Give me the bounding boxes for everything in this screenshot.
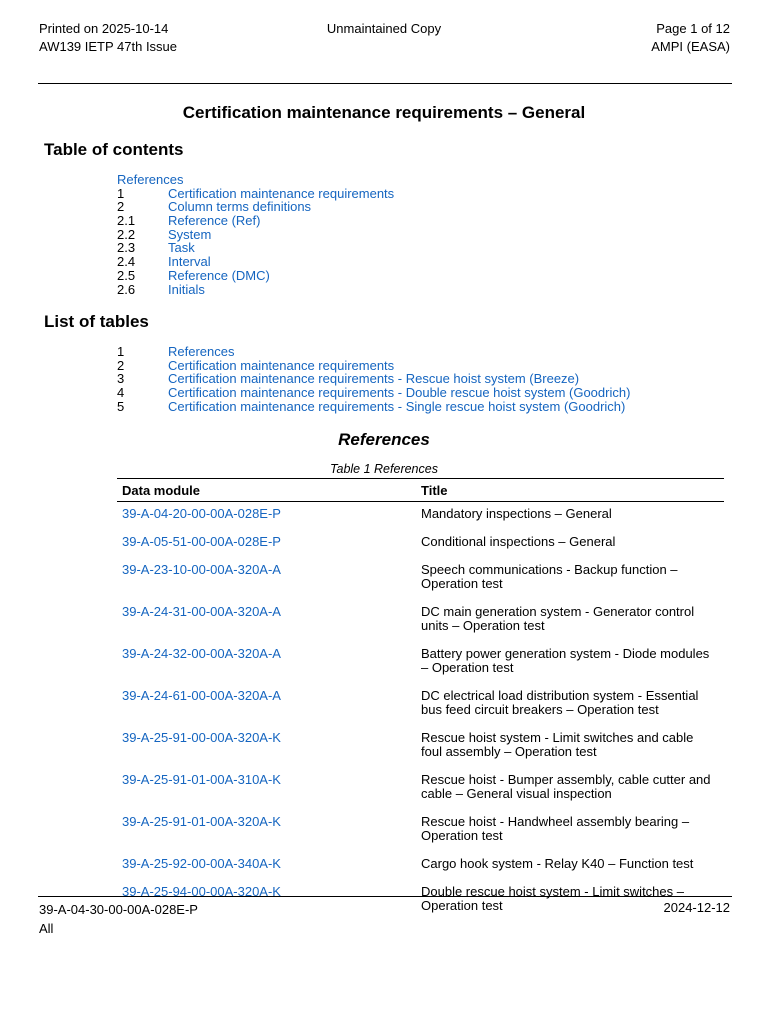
toc-link[interactable]: Certification maintenance requirements [168,185,395,201]
table-row [117,880,724,922]
column-header-data-module: Data module [122,482,201,498]
references-heading: References [338,430,430,449]
toc-link[interactable]: Column terms definitions [168,199,312,215]
row-title: Battery power generation system - Diode modules [421,646,710,661]
table-row [117,502,724,530]
row-title: DC electrical load distribution system - Essential [421,688,699,703]
toc-item-number: 2.4 [117,254,136,270]
row-title: Rescue hoist - Bumper assembly, cable cutter and [421,772,711,787]
row-title: Speech communications - Backup function – [421,562,678,577]
lot-item [117,386,630,400]
lot-item [117,400,630,414]
page-number: Page 1 of 12 [656,21,730,36]
row-title-continued: bus feed circuit breakers – Operation test [421,702,659,717]
row-title: Cargo hook system - Relay K40 – Function test [421,856,694,871]
toc-link[interactable]: Reference (DMC) [168,267,270,283]
table-header [117,478,724,502]
header-divider [38,83,732,84]
footer-dmc: 39-A-04-30-00-00A-028E-P [39,902,198,917]
table-row [117,558,724,600]
toc-link[interactable]: System [168,226,212,242]
lot-link[interactable]: Certification maintenance requirements - Rescue hoist system (Breeze) [168,371,580,387]
row-title-continued: units – Operation test [421,618,545,633]
table-row [117,810,724,852]
list-of-tables [117,345,630,413]
table-row [117,600,724,642]
toc-item [117,187,394,201]
copy-status: Unmaintained Copy [326,21,442,36]
footer-date: 2024-12-12 [663,900,730,915]
row-title: DC main generation system - Generator control [421,604,695,619]
column-header-title: Title [421,482,448,498]
data-module-link[interactable]: 39-A-25-91-01-00A-310A-K [122,772,281,787]
table-row [117,852,724,880]
toc-item [117,255,394,269]
table-row [117,726,724,768]
toc-item [117,200,394,214]
toc-link-references[interactable]: References [117,172,184,187]
row-title: Double rescue hoist system - Limit switches – [421,884,684,899]
row-title-continued: Operation test [421,576,503,591]
data-module-link[interactable]: 39-A-25-91-00-00A-320A-K [122,730,281,745]
row-title-continued: Operation test [421,828,503,843]
lot-link[interactable]: Certification maintenance requirements - Single rescue hoist system (Goodrich) [168,398,626,414]
table-row [117,768,724,810]
toc-item [117,241,394,255]
row-title-continued: – Operation test [421,660,514,675]
printed-on: Printed on 2025-10-14 [39,21,169,36]
lot-item-number: 1 [117,344,125,359]
row-title-continued: cable – General visual inspection [421,786,612,801]
toc-item [117,214,394,228]
row-title-continued: foul assembly – Operation test [421,744,597,759]
publication-name: AW139 IETP 47th Issue [39,39,178,54]
data-module-link[interactable]: 39-A-05-51-00-00A-028E-P [122,534,281,549]
data-module-link[interactable]: 39-A-24-61-00-00A-320A-A [122,688,281,703]
toc-item-number: 2.5 [117,267,136,283]
row-title: Rescue hoist - Handwheel assembly bearing – [421,814,690,829]
footer-divider [38,896,732,897]
data-module-link[interactable]: 39-A-25-94-00-00A-320A-K [122,884,281,899]
data-module-link[interactable]: 39-A-24-32-00-00A-320A-A [122,646,281,661]
lot-item [117,359,630,373]
lot-item-number: 4 [117,385,125,401]
table-row [117,684,724,726]
toc-link[interactable]: Interval [168,254,211,270]
data-module-link[interactable]: 39-A-04-20-00-00A-028E-P [122,506,281,521]
list-of-tables-heading: List of tables [44,312,149,331]
toc-item-number: 2.6 [117,281,136,297]
lot-item [117,345,630,359]
header-right [651,20,730,56]
toc-item [117,283,394,297]
footer-applicability: All [39,921,54,936]
toc-item [117,269,394,283]
toc-item-number: 2.2 [117,226,136,242]
references-table [117,478,724,922]
lot-link[interactable]: Certification maintenance requirements [168,357,395,373]
row-title: Rescue hoist system - Limit switches and cable [421,730,694,745]
row-title: Conditional inspections – General [421,534,616,549]
data-module-link[interactable]: 39-A-25-92-00-00A-340A-K [122,856,281,871]
data-module-link[interactable]: 39-A-25-91-01-00A-320A-K [122,814,281,829]
table-caption: Table 1 References [330,462,438,476]
applicability-label: AMPI (EASA) [651,39,730,54]
toc-link[interactable]: Task [168,240,195,256]
toc-item-number: 1 [117,185,125,201]
page-title: Certification maintenance requirements – General [182,103,586,122]
toc-link[interactable]: Initials [168,281,205,297]
toc-item-number: 2.1 [117,213,136,229]
table-of-contents [117,173,394,296]
toc-item-number: 2 [117,199,125,215]
lot-item-number: 2 [117,357,125,373]
footer-left [39,900,198,938]
data-module-link[interactable]: 39-A-23-10-00-00A-320A-A [122,562,281,577]
row-title: Mandatory inspections – General [421,506,612,521]
lot-item-number: 3 [117,371,125,387]
toc-link[interactable]: Reference (Ref) [168,213,261,229]
toc-item [117,228,394,242]
row-title-continued: Operation test [421,898,503,913]
lot-link[interactable]: References [168,344,235,359]
table-row [117,642,724,684]
toc-item-number: 2.3 [117,240,136,256]
lot-link[interactable]: Certification maintenance requirements - Double rescue hoist system (Goodrich) [168,385,631,401]
data-module-link[interactable]: 39-A-24-31-00-00A-320A-A [122,604,281,619]
toc-heading: Table of contents [44,140,184,159]
lot-item [117,372,630,386]
table-row [117,530,724,558]
lot-item-number: 5 [117,398,125,414]
